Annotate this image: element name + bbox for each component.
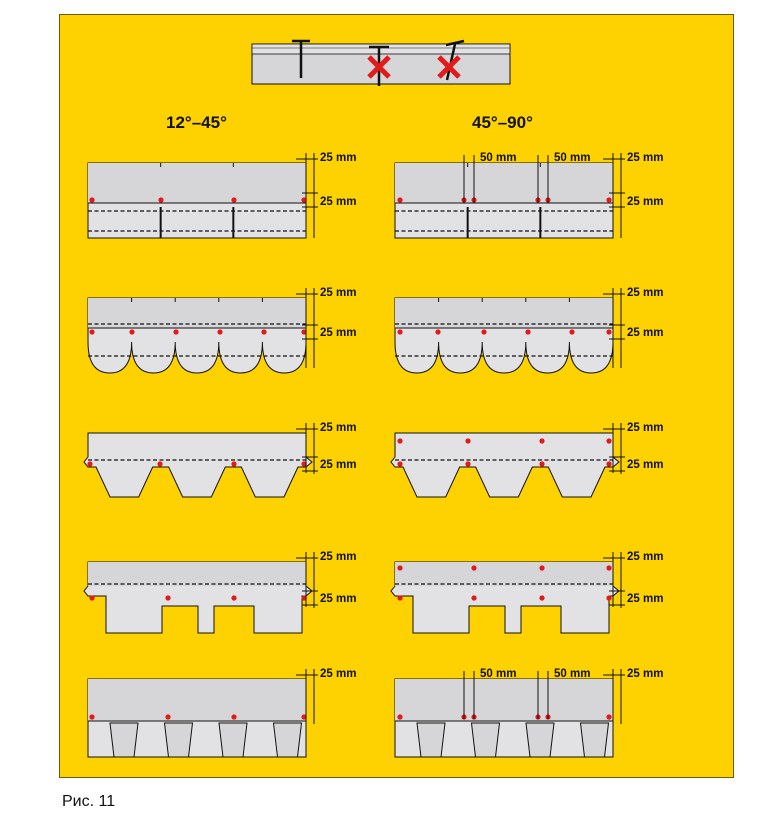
dimension-label-25mm: 25 mm (320, 422, 357, 434)
nail-dot (397, 461, 402, 466)
nail-dot (606, 438, 611, 443)
nail-dot (539, 461, 544, 466)
nail-dot (569, 329, 574, 334)
nail-dot (157, 461, 162, 466)
heading-slope-45-90: 45°–90° (472, 113, 533, 132)
tab-cutout (526, 723, 554, 757)
shingle-layer (252, 44, 510, 54)
nail-dot (465, 438, 470, 443)
dimension-label-25mm: 25 mm (627, 459, 664, 471)
shingle-trapezoid-tab (391, 433, 619, 497)
nail-dot (89, 329, 94, 334)
nail-dot (231, 714, 236, 719)
dimension-label-25mm: 25 mm (320, 551, 357, 563)
shingle-trapezoid-tab (84, 433, 312, 497)
nail-dot (606, 565, 611, 570)
tab-cutout (274, 723, 302, 757)
nail-dot (606, 714, 611, 719)
nail-dot (397, 714, 402, 719)
dimension-label-25mm: 25 mm (320, 459, 357, 471)
nail-dot (231, 461, 236, 466)
tab-cutout (110, 723, 138, 757)
nail-dot (89, 714, 94, 719)
dimension-label-25mm: 25 mm (320, 593, 357, 605)
nail-dot (539, 595, 544, 600)
dimension-label-25mm: 25 mm (627, 593, 664, 605)
shingle-overlap-zone (395, 562, 613, 586)
nail-dot (539, 438, 544, 443)
shingle-overlap-zone (395, 679, 613, 721)
heading-slope-12-45: 12°–45° (166, 113, 227, 132)
dimension-label-25mm: 25 mm (627, 327, 664, 339)
nail-dot (481, 329, 486, 334)
dimension-label-25mm: 25 mm (627, 668, 664, 680)
dimension-label-25mm: 25 mm (320, 152, 357, 164)
tab-cutout (417, 723, 445, 757)
nail-dot (158, 197, 163, 202)
nail-dot (397, 438, 402, 443)
dimension-label-25mm: 25 mm (627, 422, 664, 434)
nail-dot (606, 595, 611, 600)
nail-dot (435, 329, 440, 334)
figure-caption: Рис. 11 (62, 793, 116, 810)
dimension-label-50mm: 50 mm (480, 668, 517, 680)
nail-dot (539, 565, 544, 570)
dimension-label-25mm: 25 mm (320, 196, 357, 208)
shingle-overlap-zone (395, 163, 613, 203)
nail-dot (525, 329, 530, 334)
tab-cutout (472, 723, 500, 757)
tab-cutout (165, 723, 193, 757)
nail-dot (471, 595, 476, 600)
nail-dot (465, 461, 470, 466)
nail-dot (231, 197, 236, 202)
nail-dot (217, 329, 222, 334)
nail-dot (606, 461, 611, 466)
dimension-label-25mm: 25 mm (627, 152, 664, 164)
shingle-overlap-zone (88, 163, 306, 203)
nail-dot (397, 197, 402, 202)
dimension-label-25mm: 25 mm (320, 287, 357, 299)
nail-dot (165, 714, 170, 719)
shingle-overlap-zone (88, 562, 306, 586)
dimension-label-25mm: 25 mm (320, 327, 357, 339)
tab-cutout (581, 723, 609, 757)
nail-dot (89, 595, 94, 600)
nail-dot (165, 595, 170, 600)
nail-dot (606, 329, 611, 334)
nail-dot (261, 329, 266, 334)
nail-dot (397, 595, 402, 600)
nail-dot (471, 565, 476, 570)
nail-dot (606, 197, 611, 202)
tab-cutout (219, 723, 247, 757)
nail-dot (173, 329, 178, 334)
dimension-label-50mm: 50 mm (554, 668, 591, 680)
dimension-label-50mm: 50 mm (554, 152, 591, 164)
nail-dot (231, 595, 236, 600)
dimension-label-25mm: 25 mm (627, 287, 664, 299)
dimension-label-25mm: 25 mm (627, 196, 664, 208)
nail-dot (397, 329, 402, 334)
nail-dot (89, 197, 94, 202)
nail-dot (129, 329, 134, 334)
dimension-label-25mm: 25 mm (320, 668, 357, 680)
nail-dot (397, 565, 402, 570)
dimension-label-50mm: 50 mm (480, 152, 517, 164)
shingle-overlap-zone (88, 679, 306, 721)
nail-dot (87, 461, 92, 466)
dimension-label-25mm: 25 mm (627, 551, 664, 563)
